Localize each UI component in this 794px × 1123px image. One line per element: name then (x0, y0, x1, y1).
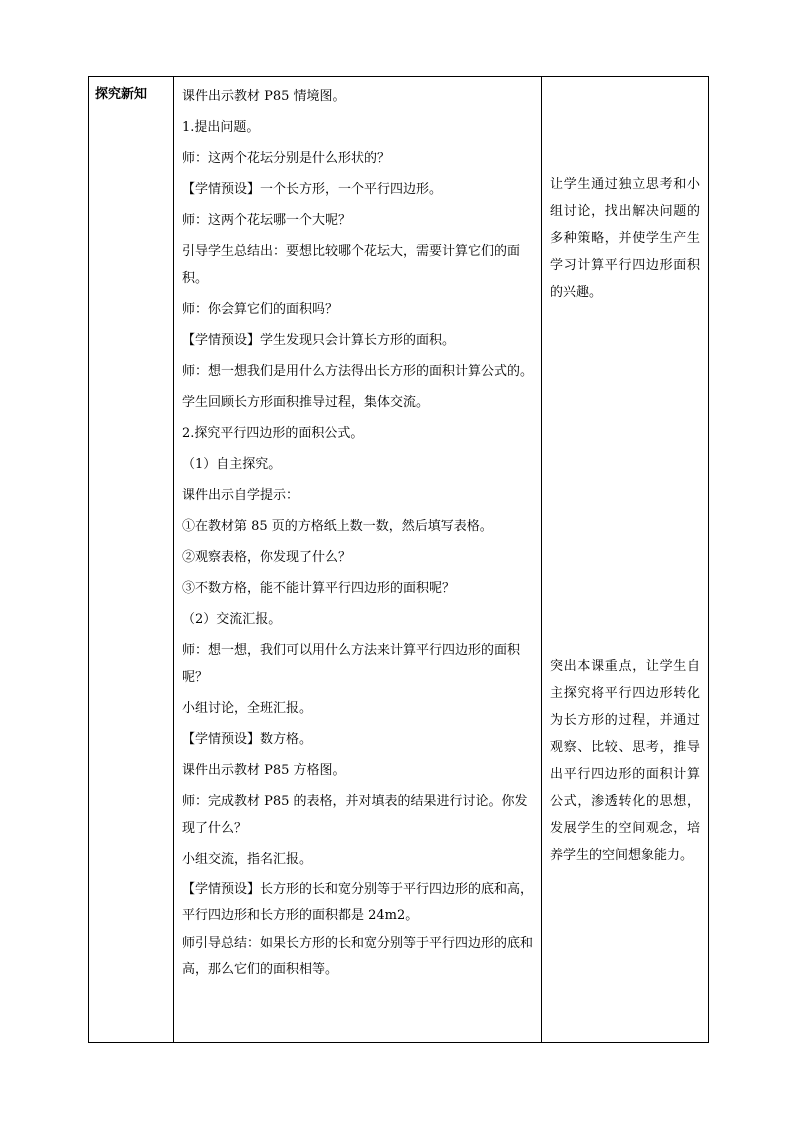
process-line: 【学情预设】一个长方形，一个平行四边形。 (182, 182, 443, 197)
process-line: ②观察表格，你发现了什么？ (182, 550, 352, 565)
process-line: 师引导总结：如果长方形的长和宽分别等于平行四边形的底和高，那么它们的面积相等。 (182, 936, 534, 977)
process-line: ①在教材第 85 页的方格纸上数一数，然后填写表格。 (182, 519, 493, 534)
process-line: 师：想一想我们是用什么方法得出长方形的面积计算公式的。 (182, 364, 534, 379)
process-line: 2.探究平行四边形的面积公式。 (182, 426, 364, 441)
intent-text: 突出本课重点，让学生自主探究将平行四边形转化为长方形的过程，并通过观察、比较、思考，推导出平行四边形的面积计算公式，渗透转化的思想，发展学生的空间观念，培养学生的空间想象能力。 (550, 659, 700, 863)
intent-cell (542, 77, 709, 1043)
process-line: 引导学生总结出：要想比较哪个花坛大，需要计算它们的面积。 (182, 244, 521, 286)
process-line: 1.提出问题。 (182, 120, 260, 135)
process-line: 课件出示教材 P85 情境图。 (182, 89, 346, 104)
process-line: 【学情预设】学生发现只会计算长方形的面积。 (182, 333, 456, 348)
process-line: 课件出示自学提示： (182, 488, 300, 503)
table-row (89, 77, 709, 1043)
process-line: 【学情预设】数方格。 (182, 732, 313, 747)
process-line: ③不数方格，能不能计算平行四边形的面积呢？ (182, 581, 456, 596)
process-line: 小组交流，指名汇报。 (182, 852, 313, 867)
process-line: 师：想一想，我们可以用什么方法来计算平行四边形的面积呢？ (182, 643, 521, 685)
process-cell (174, 77, 542, 1043)
process-line: 师：这两个花坛分别是什么形状的？ (182, 151, 391, 166)
process-line: 师：这两个花坛哪一个大呢？ (182, 213, 352, 228)
lesson-plan-table (88, 76, 709, 1043)
process-line: 【学情预设】长方形的长和宽分别等于平行四边形的底和高，平行四边形和长方形的面积都是 24m2。 (182, 882, 534, 923)
process-line: （2）交流汇报。 (182, 612, 282, 627)
stage-cell (89, 77, 174, 1043)
process-line: 师：你会算它们的面积吗？ (182, 302, 339, 317)
process-line: 学生回顾长方形面积推导过程，集体交流。 (182, 395, 430, 410)
process-line: 小组讨论，全班汇报。 (182, 701, 313, 716)
process-line: 课件出示教材 P85 方格图。 (182, 763, 346, 778)
process-line: （1）自主探究。 (182, 457, 282, 472)
process-line: 师：完成教材 P85 的表格，并对填表的结果进行讨论。你发现了什么？ (182, 794, 528, 836)
stage-label: 探究新知 (95, 87, 148, 102)
intent-text: 让学生通过独立思考和小组讨论，找出解决问题的多种策略，并使学生产生学习计算平行四边形面积的兴趣。 (550, 177, 700, 300)
